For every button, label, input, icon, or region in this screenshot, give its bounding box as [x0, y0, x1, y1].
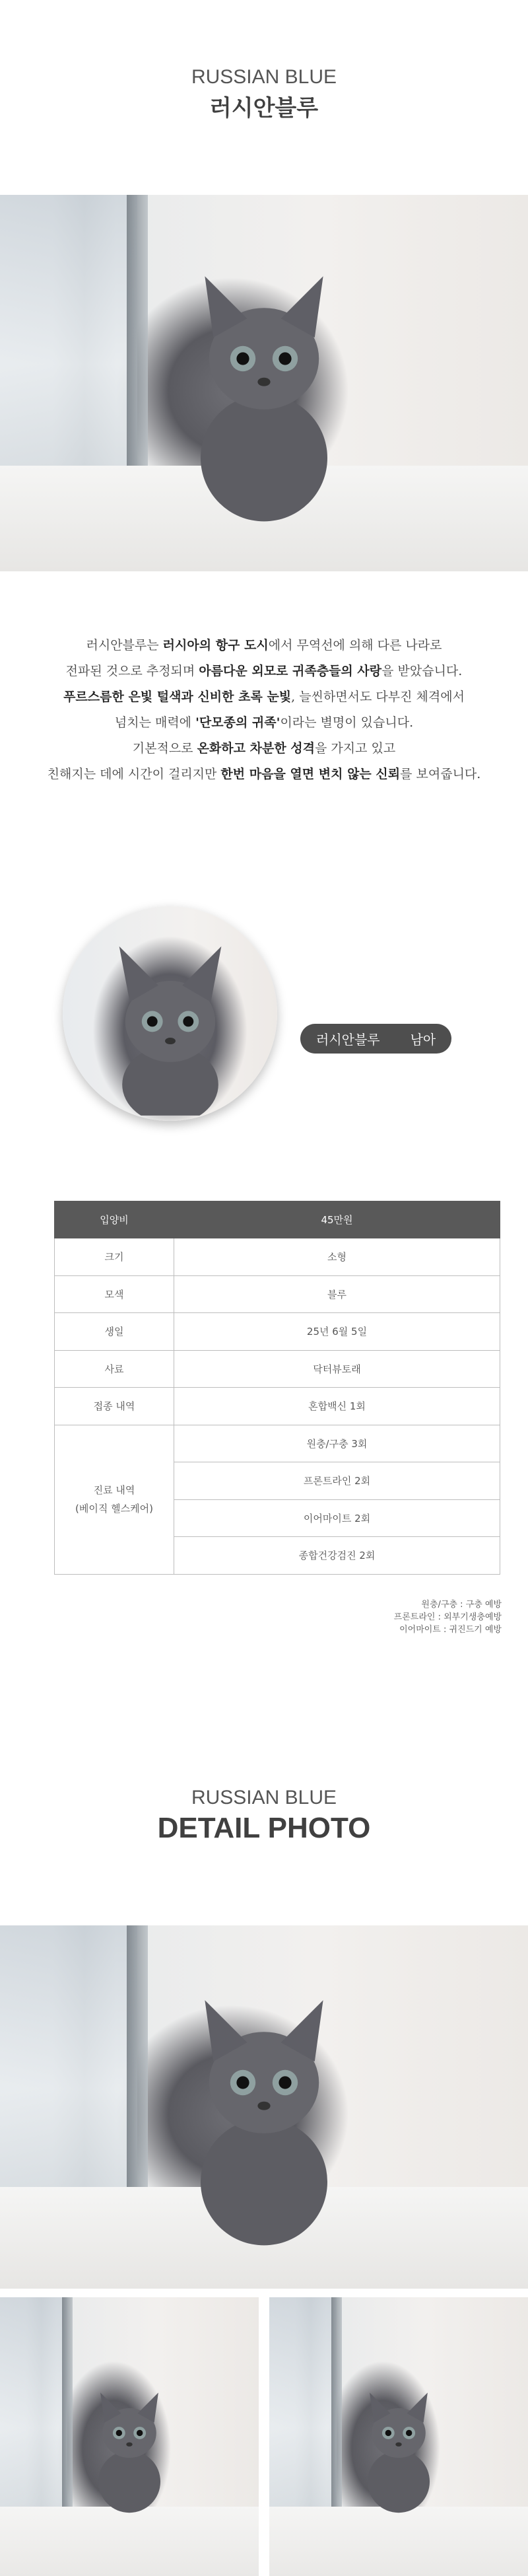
row-value: 블루	[174, 1275, 500, 1313]
row-value: 혼합백신 1회	[174, 1388, 500, 1425]
row-value: 소형	[174, 1238, 500, 1276]
treatment-value: 프론트라인 2회	[174, 1462, 500, 1500]
detail-header	[0, 1787, 528, 1845]
sex-label: 남아	[410, 1032, 436, 1048]
footnote: 프론트라인 : 외부기생충예방	[393, 1612, 502, 1622]
footnote: 이어마이트 : 귀진드기 예방	[399, 1625, 502, 1635]
table-row	[55, 1425, 500, 1462]
footnotes	[394, 1598, 502, 1636]
row-label: 생일	[55, 1313, 174, 1351]
detail-title: DETAIL PHOTO	[157, 1812, 371, 1844]
detail-photo-right	[269, 2297, 528, 2576]
footnote: 원충/구충 : 구충 예방	[421, 1600, 502, 1610]
row-label: 모색	[55, 1275, 174, 1313]
row-value: 닥터뷰토래	[174, 1350, 500, 1388]
intro-text: 러시안블루는 러시아의 항구 도시에서 무역선에 의해 다른 나라로 전파된 것으로 추정되며 아름다운 외모로 귀족층들의 사랑을 받았습니다. 푸르스름한 은빛 털색과 신비한 초록 눈빛, 늘씬하면서도 다부진 체격에서 넘치는 매력에 '단모종의 귀족'이라는 별명이 있습니다. 기본적으로 온화하고 차분한 성격을 가지고 있고 친해지는 데에 시간이 걸리지만 한번 마음을 열면 변치 않는 신뢰를 보여줍니다.	[47, 638, 481, 781]
detail-photo-left	[0, 2297, 259, 2576]
table-row	[55, 1313, 500, 1351]
cat-illustration	[158, 244, 370, 538]
detail-photo-large	[0, 1925, 528, 2289]
table-row	[55, 1388, 500, 1425]
table-row	[55, 1275, 500, 1313]
treatment-label: 진료 내역 (베이직 헬스케어)	[55, 1425, 174, 1574]
row-label: 입양비	[55, 1201, 174, 1238]
table-row	[55, 1350, 500, 1388]
cat-illustration	[347, 2335, 451, 2561]
row-value: 45만원	[174, 1201, 500, 1238]
profile-tag	[300, 1024, 451, 1054]
row-label: 크기	[55, 1238, 174, 1276]
hero-eyebrow: RUSSIAN BLUE	[191, 66, 337, 88]
detail-eyebrow: RUSSIAN BLUE	[191, 1787, 337, 1808]
hero-title: 러시안블루	[209, 95, 319, 122]
cat-illustration	[158, 1973, 370, 2256]
row-label: 접종 내역	[55, 1388, 174, 1425]
treatment-value: 이어마이트 2회	[174, 1499, 500, 1537]
treatment-value: 원충/구충 3회	[174, 1425, 500, 1462]
cat-illustration	[78, 2335, 182, 2561]
breed-label: 러시안블루	[316, 1032, 380, 1048]
profile-avatar	[63, 906, 277, 1121]
hero-cat-photo	[0, 195, 528, 571]
table-row	[55, 1201, 500, 1238]
cat-face-icon	[95, 933, 246, 1116]
table-row	[55, 1238, 500, 1276]
treatment-value: 종합건강검진 2회	[174, 1537, 500, 1575]
row-label: 사료	[55, 1350, 174, 1388]
row-value: 25년 6월 5일	[174, 1313, 500, 1351]
info-table	[54, 1201, 500, 1575]
hero-header	[0, 66, 528, 122]
